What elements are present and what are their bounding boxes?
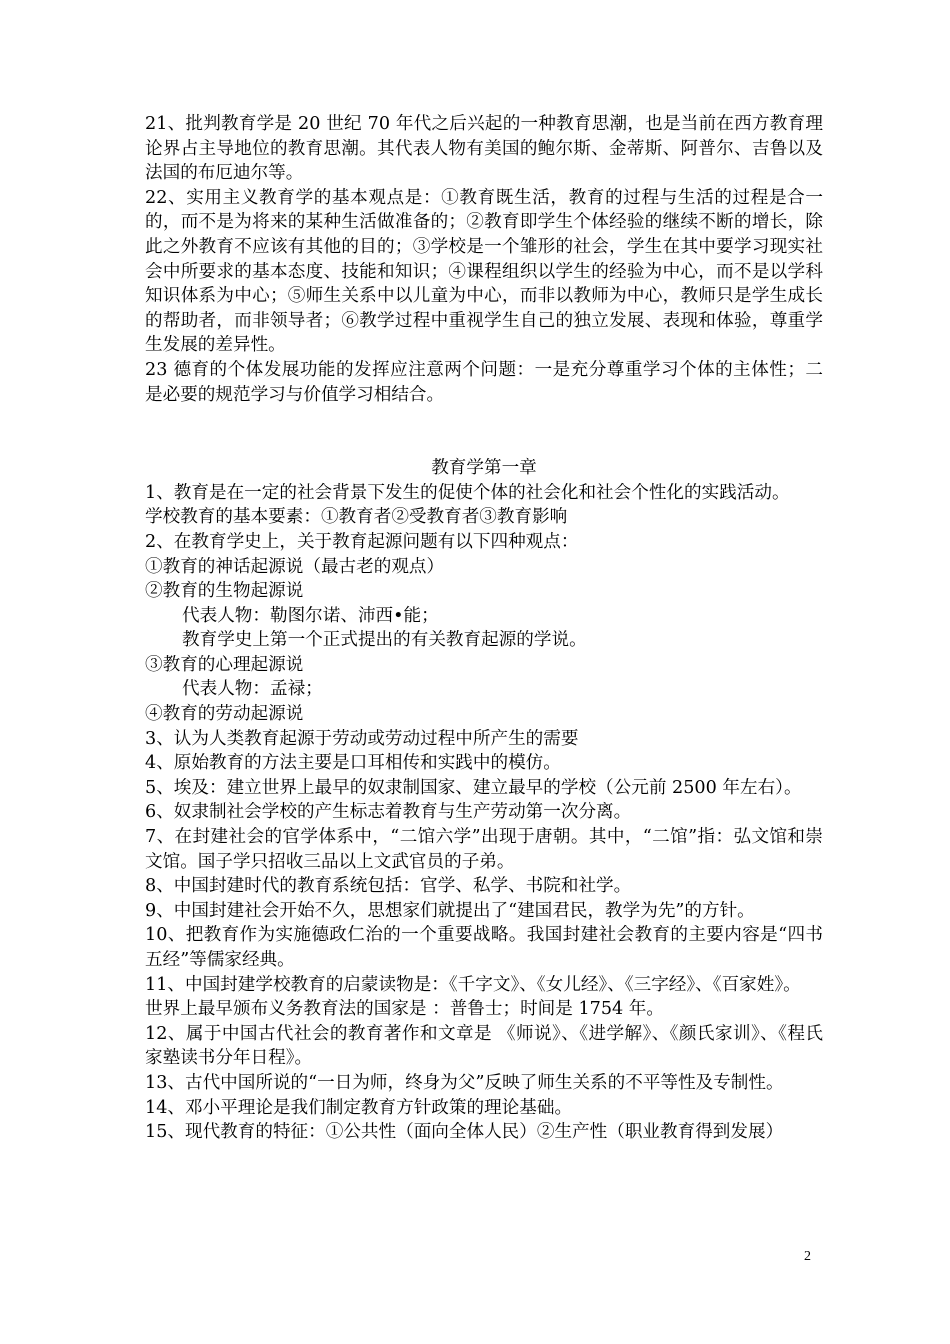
origin-biological: ②教育的生物起源说	[145, 581, 304, 602]
biological-representatives: 代表人物：勒图尔诺、沛西•能；	[182, 605, 439, 626]
item-10: 10、把教育作为实施德政仁治的一个重要战略。我国封建社会教育的主要内容是“四书五经”等儒家经典。	[145, 925, 823, 970]
item-3: 3、认为人类教育起源于劳动或劳动过程中所产生的需要	[145, 728, 579, 749]
item-12: 12、属于中国古代社会的教育著作和文章是 《师说》、《进学解》、《颜氏家训》、《程氏家塾读书分年日程》。	[145, 1023, 823, 1069]
page-number: 2	[804, 1249, 811, 1264]
item-5: 5、埃及：建立世界上最早的奴隶制国家、建立最早的学校（公元前 2500 年左右）。	[145, 777, 802, 798]
item-7: 7、在封建社会的官学体系中，“二馆六学”出现于唐朝。其中，“二馆”指：弘文馆和崇文馆。国子学只招收三品以上文武官员的子弟。	[145, 827, 823, 872]
item-4: 4、原始教育的方法主要是口耳相传和实践中的模仿。	[145, 753, 561, 774]
biological-note: 教育学史上第一个正式提出的有关教育起源的学说。	[182, 630, 587, 651]
document-body	[145, 112, 823, 1145]
item-6: 6、奴隶制社会学校的产生标志着教育与生产劳动第一次分离。	[145, 802, 632, 823]
paragraph-22: 22、实用主义教育学的基本观点是：①教育既生活，教育的过程与生活的过程是合一的，而不是为将来的某种生活做准备的；②教育即学生个体经验的继续不断的增长，除此之外教育不应该有其他的目的；③学校是一个雏形的社会，学生在其中要学习现实社会中所要求的基本态度、技能和知识；④课程组织以学生的经验为中心，而不是以学科知识体系为中心；⑤师生关系中以儿童为中心，而非以教师为中心，教师只是学生成长的帮助者，而非领导者；⑥教学过程中重视学生自己的独立发展、表现和体验，尊重学生发展的差异性。	[145, 187, 823, 356]
item-9: 9、中国封建社会开始不久，思想家们就提出了“建国君民，教学为先”的方针。	[145, 900, 755, 921]
origin-labor: ④教育的劳动起源说	[145, 704, 304, 725]
compulsory-education: 世界上最早颁布义务教育法的国家是 ：普鲁士；时间是 1754 年。	[145, 999, 664, 1020]
item-11: 11、中国封建学校教育的启蒙读物是：《千字文》、《女儿经》、《三字经》、《百家姓》。	[145, 974, 801, 995]
paragraph-21: 21、批判教育学是 20 世纪 70 年代之后兴起的一种教育思潮，也是当前在西方教育理论界占主导地位的教育思潮。其代表人物有美国的鲍尔斯、金蒂斯、阿普尔、吉鲁以及法国的布厄迪尔等。	[145, 114, 823, 184]
origin-myth: ①教育的神话起源说（最古老的观点）	[145, 556, 445, 577]
psychological-representatives: 代表人物：孟禄；	[182, 679, 323, 700]
item-1: 1、教育是在一定的社会背景下发生的促使个体的社会化和社会个性化的实践活动。	[145, 482, 790, 503]
paragraph-23: 23 德育的个体发展功能的发挥应注意两个问题：一是充分尊重学习个体的主体性；二是必要的规范学习与价值学习相结合。	[145, 359, 823, 405]
item-2: 2、在教育学史上，关于教育起源问题有以下四种观点：	[145, 531, 579, 552]
item-8: 8、中国封建时代的教育系统包括：官学、私学、书院和社学。	[145, 876, 632, 897]
section-spacer	[145, 407, 823, 456]
item-13: 13、古代中国所说的“一日为师，终身为父”反映了师生关系的不平等性及专制性。	[145, 1072, 784, 1093]
item-15: 15、现代教育的特征：①公共性（面向全体人民）②生产性（职业教育得到发展）	[145, 1122, 784, 1143]
school-elements: 学校教育的基本要素：①教育者②受教育者③教育影响	[145, 507, 568, 528]
chapter-title: 教育学第一章	[431, 458, 537, 479]
origin-psychological: ③教育的心理起源说	[145, 654, 304, 675]
item-14: 14、邓小平理论是我们制定教育方针政策的理论基础。	[145, 1097, 573, 1118]
